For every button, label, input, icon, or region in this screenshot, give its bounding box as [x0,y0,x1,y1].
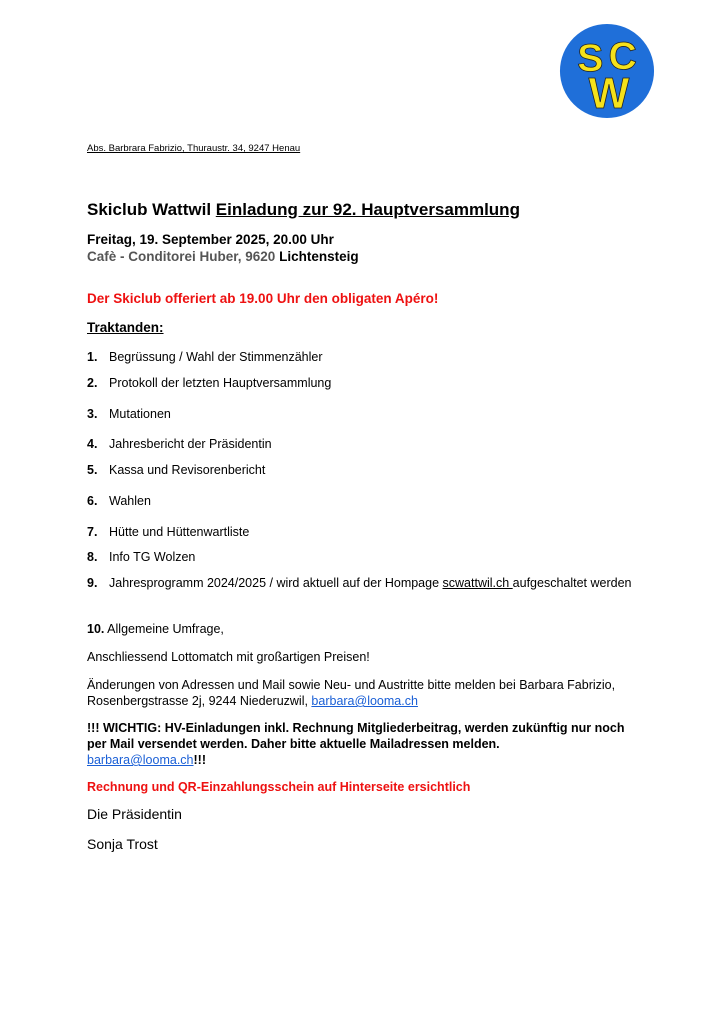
agenda-item: 1. Begrüssung / Wahl der Stimmenzähler [87,350,323,364]
agenda-item: 6. Wahlen [87,494,151,508]
signature-name: Sonja Trost [87,836,158,852]
club-name: Skiclub Wattwil [87,200,212,219]
document-title [87,200,520,220]
logo-letter-s: S [577,37,604,80]
agenda-item: 8. Info TG Wolzen [87,550,196,564]
club-logo [558,22,656,120]
invitation-title: Einladung zur 92. Hauptversammlung [215,200,520,219]
agenda-item: 9. Jahresprogramm 2024/2025 / wird aktuell auf der Hompage scwattwil.ch aufgeschaltet werden [87,576,632,590]
invoice-note: Rechnung und QR-Einzahlungsschein auf Hinterseite ersichtlich [87,780,471,794]
agenda-item: 7. Hütte und Hüttenwartliste [87,525,250,539]
venue-name: Cafè - Conditorei Huber [87,249,238,264]
important-notice: !!! WICHTIG: HV-Einladungen inkl. Rechnung Mitgliederbeitrag, werden zukünftig nur noch per Mail versendet werden. Daher bitte aktuelle Mailadressen melden. barbara@looma.ch!!! [87,721,625,767]
signature-role: Die Präsidentin [87,806,182,822]
lotto-note: Anschliessend Lottomatch mit großartigen Preisen! [87,650,370,664]
agenda-item: 10. Allgemeine Umfrage, [87,622,224,636]
agenda-item: 3. Mutationen [87,407,171,421]
meeting-venue: Cafè - Conditorei Huber, 9620 Lichtensteig [87,249,359,264]
agenda-heading: Traktanden: [87,320,164,335]
venue-town: Lichtensteig [275,249,359,264]
changes-note: Änderungen von Adressen und Mail sowie Neu- und Austritte bitte melden bei Barbara Fabrizio, Rosenbergstrasse 2j, 9244 Niederuzwil, barbara@looma.ch [87,678,616,708]
venue-zip: 9620 [245,249,276,264]
email-link[interactable]: barbara@looma.ch [311,694,418,708]
logo-letter-c: C [608,35,637,79]
agenda-item: 4. Jahresbericht der Präsidentin [87,437,272,451]
agenda-item: 2. Protokoll der letzten Hauptversammlung [87,376,332,390]
agenda-item: 5. Kassa und Revisorenbericht [87,463,266,477]
email-link[interactable]: barbara@looma.ch [87,753,194,767]
sender-address: Abs. Barbrara Fabrizio, Thuraustr. 34, 9247 Henau [87,143,301,154]
logo-letter-w: W [588,70,630,119]
meeting-date: Freitag, 19. September 2025, 20.00 Uhr [87,232,334,247]
apero-notice: Der Skiclub offeriert ab 19.00 Uhr den obligaten Apéro! [87,291,439,306]
homepage-link[interactable]: scwattwil.ch [442,576,513,590]
